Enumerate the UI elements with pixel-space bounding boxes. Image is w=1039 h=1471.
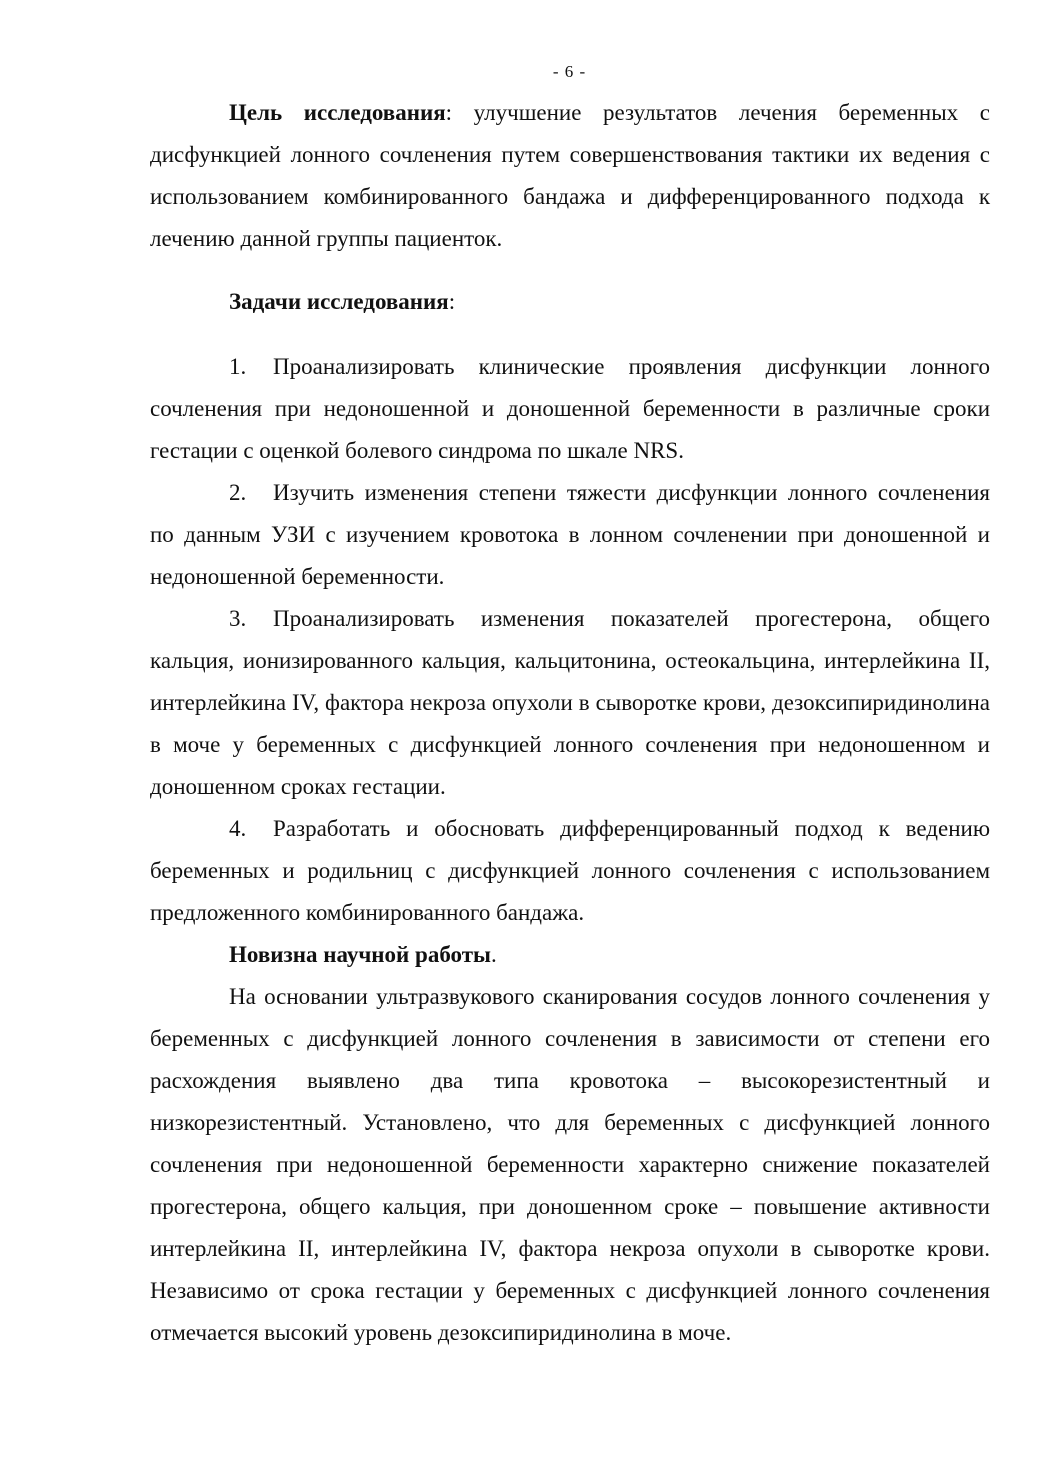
goal-heading: Цель исследования — [229, 100, 446, 125]
novelty-heading-paragraph — [150, 934, 990, 976]
task-text: Изучить изменения степени тяжести дисфункции лонного сочленения по данным УЗИ с изучением кровотока в лонном сочленении при доношенной и недоношенной беременности. — [150, 480, 990, 589]
task-number: 4. — [229, 816, 247, 841]
task-item — [150, 598, 990, 808]
task-text: Проанализировать клинические проявления дисфункции лонного сочленения при недоношенной и доношенной беременности в различные сроки гестации с оценкой болевого синдрома по шкале NRS. — [150, 354, 990, 463]
goal-text: улучшение результатов лечения беременных с дисфункцией лонного сочленения путем совершенствования тактики их ведения с использованием комбинированного бандажа и дифференцированного подхода к лечению данной группы пациенток. — [150, 100, 990, 251]
task-text: Разработать и обосновать дифференцированный подход к ведению беременных и родильниц с дисфункцией лонного сочленения с использованием предложенного комбинированного бандажа. — [150, 816, 990, 925]
goal-heading-colon: : — [445, 100, 453, 125]
document-body — [150, 92, 990, 1354]
tasks-heading-colon: : — [448, 289, 456, 314]
task-item — [150, 472, 990, 598]
goal-paragraph — [150, 92, 990, 260]
task-number: 3. — [229, 606, 247, 631]
task-number: 2. — [229, 480, 247, 505]
task-item — [150, 808, 990, 934]
tasks-heading-paragraph — [150, 281, 990, 323]
task-text: Проанализировать изменения показателей прогестерона, общего кальция, ионизированного кальция, кальцитонина, остеокальцина, интерлейкина II, интерлейкина IV, фактора некроза опухоли в сыворотке крови, дезоксипиридинолина в моче у беременных с дисфункцией лонного сочленения при недоношенном и доношенном сроках гестации. — [150, 606, 990, 799]
task-number: 1. — [229, 354, 247, 379]
page-number: - 6 - — [552, 62, 587, 81]
novelty-paragraph: На основании ультразвукового сканирования сосудов лонного сочленения у беременных с дисфункцией лонного сочленения в зависимости от степени его расхождения выявлено два типа кровотока – высокорезистентный и низкорезистентный. Установлено, что для беременных с дисфункцией лонного сочленения при недоношенной беременности характерно снижение показателей прогестерона, общего кальция, при доношенном сроке – повышение активности интерлейкина II, интерлейкина IV, фактора некроза опухоли в сыворотке крови. Независимо от срока гестации у беременных с дисфункцией лонного сочленения отмечается высокий уровень дезоксипиридинолина в моче. — [150, 984, 990, 1345]
novelty-heading: Новизна научной работы — [229, 942, 491, 967]
novelty-heading-period: . — [490, 942, 497, 967]
task-item — [150, 346, 990, 472]
tasks-heading: Задачи исследования — [229, 289, 449, 314]
